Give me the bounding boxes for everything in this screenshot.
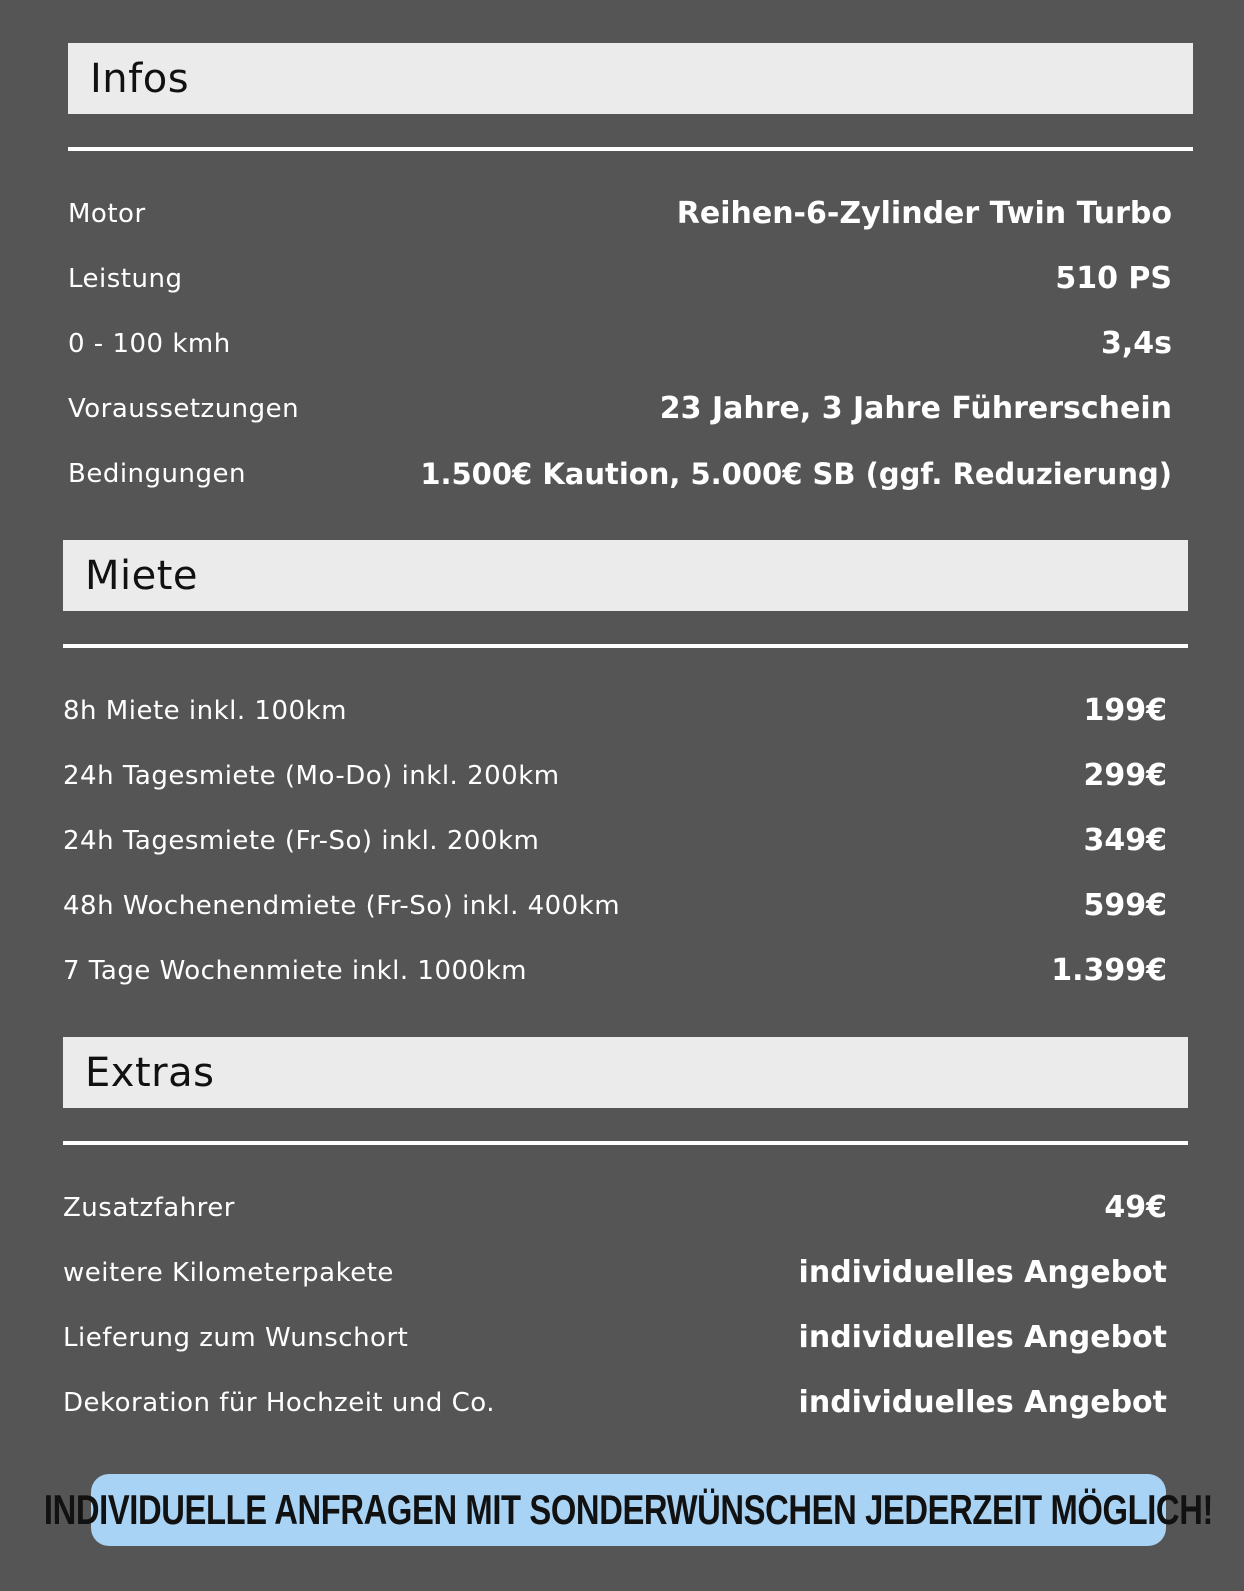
info-value: 3,4s (1100, 326, 1172, 361)
miete-rows (63, 678, 1188, 1003)
extra-price: individuelles Angebot (798, 1320, 1167, 1355)
rental-row (63, 938, 1167, 1003)
rental-price: 349€ (1083, 823, 1167, 858)
info-value: 23 Jahre, 3 Jahre Führerschein (659, 391, 1172, 426)
extra-label: Dekoration für Hochzeit und Co. (63, 1387, 495, 1418)
extras-header (63, 1037, 1188, 1108)
miete-title: Miete (85, 552, 199, 599)
rental-label: 24h Tagesmiete (Fr-So) inkl. 200km (63, 825, 540, 856)
infos-section (68, 43, 1193, 506)
info-row-bedingungen (68, 441, 1172, 506)
info-label: Leistung (68, 263, 183, 294)
extra-price: individuelles Angebot (798, 1385, 1167, 1420)
rental-price: 199€ (1083, 693, 1167, 728)
rental-row (63, 808, 1167, 873)
rental-label: 7 Tage Wochenmiete inkl. 1000km (63, 955, 527, 986)
rental-row (63, 678, 1167, 743)
info-label: Voraussetzungen (68, 393, 300, 424)
rental-price: 1.399€ (1051, 953, 1167, 988)
extra-price: 49€ (1104, 1190, 1167, 1225)
info-row-voraussetzungen (68, 376, 1172, 441)
rental-label: 48h Wochenendmiete (Fr-So) inkl. 400km (63, 890, 621, 921)
miete-divider (63, 644, 1188, 648)
banner-text: INDIVIDUELLE ANFRAGEN MIT SONDERWÜNSCHEN JEDERZEIT MÖGLICH! (43, 1486, 1214, 1533)
miete-section (63, 540, 1188, 1003)
info-label: 0 - 100 kmh (68, 328, 231, 359)
extras-divider (63, 1141, 1188, 1145)
extra-row (63, 1305, 1167, 1370)
extras-title: Extras (85, 1049, 215, 1096)
infos-rows (68, 181, 1193, 506)
info-value: Reihen-6-Zylinder Twin Turbo (676, 196, 1172, 231)
extra-row (63, 1370, 1167, 1435)
extra-label: Lieferung zum Wunschort (63, 1322, 409, 1353)
extra-price: individuelles Angebot (798, 1255, 1167, 1290)
infos-header (68, 43, 1193, 114)
info-row-leistung (68, 246, 1172, 311)
info-label: Bedingungen (68, 458, 246, 489)
rental-row (63, 873, 1167, 938)
info-value: 1.500€ Kaution, 5.000€ SB (ggf. Reduzierung) (420, 456, 1172, 491)
info-label: Motor (68, 198, 146, 229)
info-value: 510 PS (1055, 261, 1172, 296)
info-row-motor (68, 181, 1172, 246)
info-banner (43, 1474, 1214, 1546)
infos-title: Infos (90, 55, 190, 102)
extras-rows (63, 1175, 1188, 1435)
extra-label: weitere Kilometerpakete (63, 1257, 394, 1288)
info-row-acceleration (68, 311, 1172, 376)
extras-section (63, 1037, 1188, 1435)
rental-label: 8h Miete inkl. 100km (63, 695, 347, 726)
rental-price: 599€ (1083, 888, 1167, 923)
extra-label: Zusatzfahrer (63, 1192, 235, 1223)
extra-row (63, 1175, 1167, 1240)
infos-divider (68, 147, 1193, 151)
miete-header (63, 540, 1188, 611)
extra-row (63, 1240, 1167, 1305)
rental-row (63, 743, 1167, 808)
rental-label: 24h Tagesmiete (Mo-Do) inkl. 200km (63, 760, 560, 791)
rental-price: 299€ (1083, 758, 1167, 793)
